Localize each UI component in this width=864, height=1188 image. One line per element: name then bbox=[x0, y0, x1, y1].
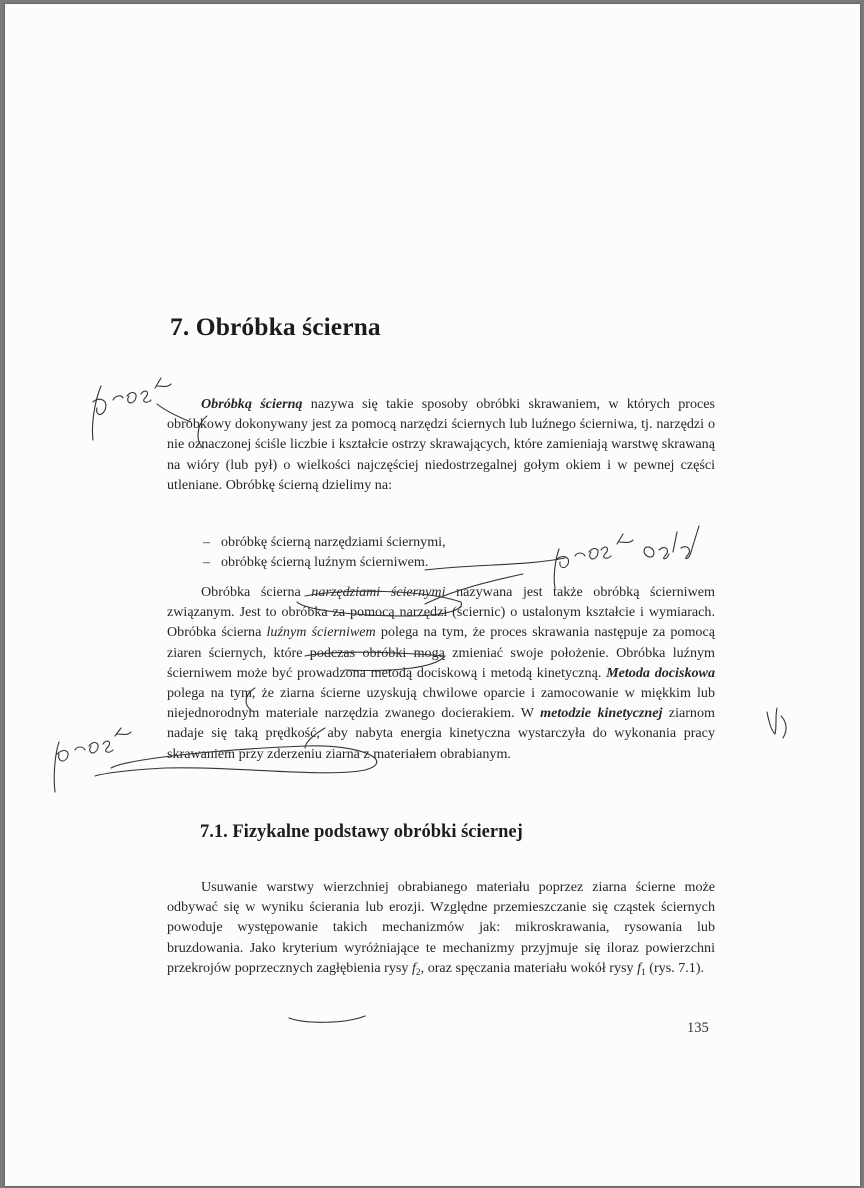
method-list bbox=[203, 532, 446, 572]
section-title: 7.1. Fizykalne podstawy obróbki ściernej bbox=[200, 822, 523, 842]
document-page bbox=[5, 4, 860, 1186]
intro-term: Obróbką ścierną bbox=[201, 396, 303, 412]
chapter-title: 7. Obróbka ścierna bbox=[170, 312, 381, 341]
handwriting-note-top-left bbox=[92, 378, 171, 440]
list-item: – obróbkę ścierną luźnym ścierniwem. bbox=[203, 554, 429, 570]
term-loose-abrasive: luźnym ścierniwem bbox=[266, 624, 376, 641]
stroke-under-list bbox=[425, 558, 565, 570]
term-pressure-method: Metoda dociskowa bbox=[606, 664, 715, 681]
underline-reference bbox=[289, 1016, 365, 1022]
methods-paragraph: Obróbka ścierna narzędziami ściernymi nazywana jest także obróbką ścierniwem związanym. Jest to obróbka za pomocą narzędzi (ściernic) o ustalonym kształcie i wymiarach. Obróbka ścierna luźnym ścierniwem polega na tym, że proces skrawania następuje za pomocą ziaren ściernych, które podczas obróbki mogą zmieniać swoje położenie. Obróbka luźnym ścierniwem może być prowadzona metodą dociskową i metodą kinetyczną. Metoda dociskowa polega na tym, że ziarna ścierne uzyskują chwilowe oparcie i zamocowanie w miękkim lub niejednorodnym materiale narzędzia zwanego docierakiem. W metodzie kinetycznej ziarnom nadaje się taką prędkość, aby nabyta energia kinetyczna wystarczyła do wykonania pracy skrawaniem przy zderzeniu ziarna z materiałem obrabianym. bbox=[167, 584, 715, 762]
checkmark-right bbox=[767, 708, 786, 738]
list-item: – obróbkę ścierną narzędziami ściernymi, bbox=[203, 534, 446, 550]
physics-paragraph: Usuwanie warstwy wierzchniej obrabianego materiału poprzez ziarna ścierne może odbywać się w wyniku ścierania lub erozji. Względne przemieszczanie się cząstek ściernych powoduje występowanie takich mechanizmów jak: mikroskrawania, rysowania lub bruzdowania. Jako kryterium wyróżniające te mechanizmy przyjmuje się iloraz powierzchni przekrojów poprzecznych zagłębienia rysy $f_2$, oraz spęczania materiału wokół rysy $f_1$ (rys. 7.1). bbox=[167, 879, 715, 978]
handwriting-note-mid-right bbox=[554, 526, 699, 588]
handwriting-note-left-bottom bbox=[54, 728, 131, 792]
page-number: 135 bbox=[687, 1020, 709, 1036]
term-kinetic-method: metodzie kinetycznej bbox=[540, 705, 663, 722]
intro-paragraph bbox=[167, 394, 715, 495]
term-tools: narzędziami ściernymi bbox=[311, 584, 446, 600]
intro-text: nazywa się takie sposoby obróbki skrawaniem, w których proces obróbkowy dokonywany jest za pomocą narzędzi ściernych lub luźnego ścierniwa, tj. narzędzi o nie oznaczonej ściśle liczbie i kształcie ostrzy skrawających, które zamieniają warstwę skrawaną na wióry (lub pył) o wielkości najczęściej niedostrzegalnej gołym okiem i w pewnej części utleniane. Obróbkę ścierną dzielimy na: bbox=[167, 396, 715, 493]
